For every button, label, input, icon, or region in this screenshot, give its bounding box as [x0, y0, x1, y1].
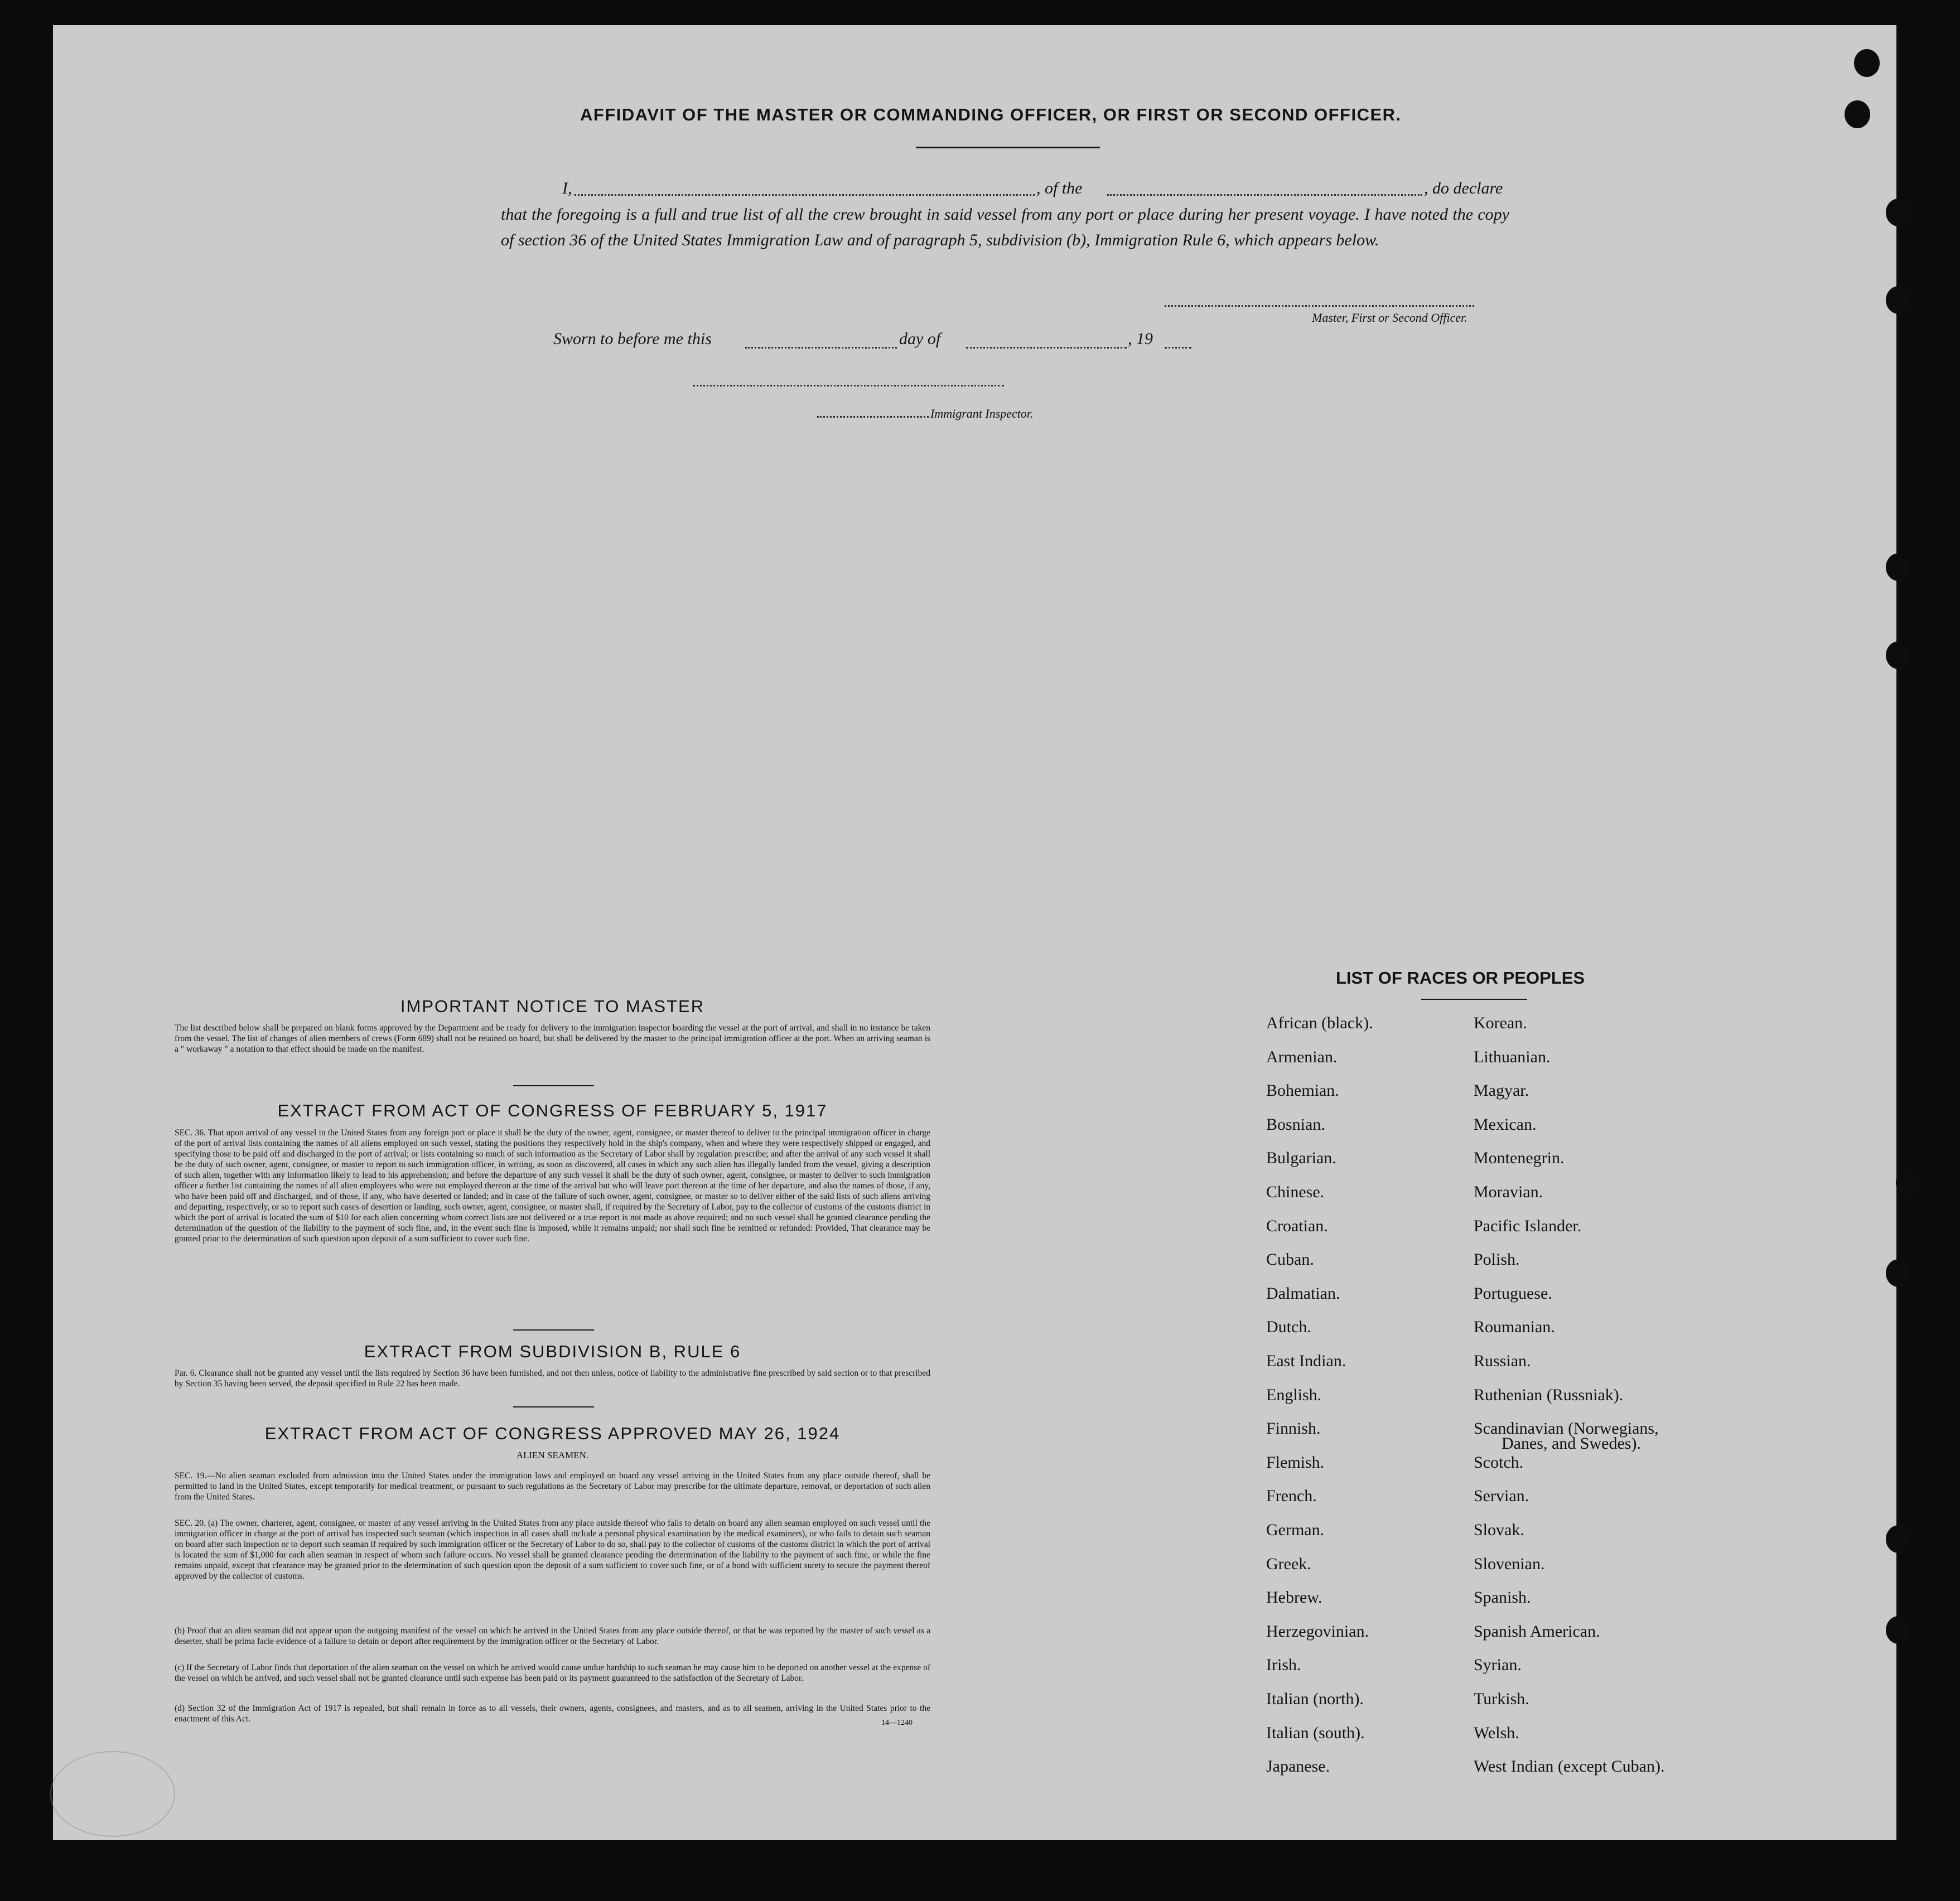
- punch-hole: [1854, 49, 1880, 77]
- punch-hole: [1886, 553, 1911, 581]
- race-item: Turkish.: [1474, 1690, 1529, 1708]
- race-item: Pacific Islander.: [1474, 1217, 1582, 1235]
- race-item: Croatian.: [1266, 1217, 1328, 1235]
- punch-hole: [1886, 1616, 1911, 1644]
- race-item: Dalmatian.: [1266, 1284, 1340, 1303]
- notice-title: IMPORTANT NOTICE TO MASTER: [400, 997, 705, 1016]
- extract-1917-divider: [513, 1329, 594, 1331]
- race-item: Dutch.: [1266, 1318, 1311, 1336]
- race-item: Irish.: [1266, 1656, 1301, 1674]
- punch-hole: [1886, 199, 1911, 226]
- race-item: Servian.: [1474, 1487, 1529, 1505]
- faded-stamp: [50, 1751, 175, 1837]
- notice-divider: [513, 1085, 594, 1086]
- punch-hole: [1886, 286, 1911, 314]
- race-item-scandinavian-continued: Danes, and Swedes).: [1502, 1434, 1641, 1453]
- extract-1924-sec19: SEC. 19.—No alien seaman excluded from admission into the United States under the immigration laws and employed on board any vessel arriving in the United States from any place outside thereof, shall be permitted to land in the United States, except temporarily for medical treatment, or pursuant to such regulations as the Secretary of Labor may prescribe for the ultimate departure, removal, or deportation of such alien from the United States.: [175, 1471, 930, 1502]
- extract-1924-title: EXTRACT FROM ACT OF CONGRESS APPROVED MAY 26, 1924: [264, 1424, 841, 1443]
- extract-1917-text: SEC. 36. That upon arrival of any vessel in the United States from any foreign port or place it shall be the duty of the owner, agent, consignee, or master thereof to deliver to the principal immigration officer in charge of the port of arrival lists containing the names of all aliens employed on such vessel, stating the positions they respectively hold in the ship's company, when and where they were respectively shipped or engaged, and specifying those to be paid off and discharged in the port of arrival; or lists containing so much of such information as the Secretary of Labor shall by regulation prescribe; and after the arrival of any such vessel it shall be the duty of such owner, agent, consignee, or master to report to such immigration officer, in writing, as soon as discovered, all cases in which any such alien has illegally landed from the vessel, giving a description of such alien, together with any information likely to lead to his apprehension; and before the departure of any such vessel it shall be the duty of such owner, agent, consignee, or master to deliver to such immigration officer a further list containing the names of all alien employees who were not employed thereon at the time of the arrival but who will leave port thereon at the time of her departure, and also the names of those, if any, who have been paid off and discharged, and of those, if any, who have deserted or landed; and in case of the failure of such owner, agent, consignee, or master so to deliver either of the said lists of such aliens arriving and departing, respectively, or so to report such cases of desertion or landing, such owner, agent, consignee, or master shall, if required by the Secretary of Labor, pay to the collector of customs of the customs district in which the port of arrival is located the sum of $10 for each alien concerning whom correct lists are not delivered or a true report is not made as above required; and no such vessel shall be granted clearance pending the determination of the question of the liability to the payment of such fine, and, in the event such fine is imposed, while it remains unpaid; nor shall such fine be remitted or refunded: Provided, That clearance may be granted prior to the determination of such question upon deposit of a sum sufficient to cover such fine.: [175, 1128, 930, 1244]
- form-number: 14—1240: [881, 1719, 913, 1727]
- extract-rule6-text: Par. 6. Clearance shall not be granted any vessel until the lists required by Section 36 have been furnished, and not then unless, notice of liability to the administrative fine prescribed by said section or to that prescribed by Section 35 having been served, the deposit specified in Rule 22 has been made.: [175, 1368, 930, 1389]
- extract-rule6-divider: [513, 1406, 594, 1407]
- race-item: Russian.: [1474, 1352, 1531, 1370]
- sworn-label: Sworn to before me this: [553, 330, 712, 348]
- punch-hole: [1886, 1525, 1911, 1553]
- race-item: African (black).: [1266, 1014, 1373, 1032]
- race-item: Spanish American.: [1474, 1622, 1600, 1641]
- race-item: Roumanian.: [1474, 1318, 1555, 1336]
- race-item: West Indian (except Cuban).: [1474, 1757, 1665, 1776]
- race-item: Bulgarian.: [1266, 1149, 1336, 1167]
- extract-1924-sec20a: SEC. 20. (a) The owner, charterer, agent, consignee, or master of any vessel arriving in the United States from any place outside thereof who fails to detain on board any alien seaman employed on such vessel until the immigration officer in charge at the port of arrival has inspected such seaman (which inspection in all cases shall include a personal physical examination by the medical examiners), or who fails to detain such seaman on board after such inspection or to deport such seaman if required by such immigration officer or the Secretary of Labor to do so, shall pay to the collector of customs of the customs district in which the port of arrival is located the sum of $1,000 for each alien seaman in respect of whom such failure occurs. No vessel shall be granted clearance pending the determination of the liability to the payment of such fine, or while the fine remains unpaid, except that clearance may be granted prior to the determination of such question upon the deposit of a sum sufficient to cover such fine, or of a bond with sufficient surety to secure the payment thereof approved by the collector of customs.: [175, 1518, 930, 1581]
- race-item: English.: [1266, 1386, 1322, 1404]
- race-item: Lithuanian.: [1474, 1048, 1551, 1066]
- punch-hole: [1886, 1259, 1911, 1287]
- notice-text: The list described below shall be prepared on blank forms approved by the Department and be ready for delivery to the immigration inspector boarding the vessel at the port of arrival, and shall in no instance be taken from the vessel. The list of changes of alien members of crews (Form 689) shall not be retained on board, but shall be delivered by the master to the principal immigration officer at the port. When an arriving seaman is a " workaway " a notation to that effect should be made on the manifest.: [175, 1023, 930, 1054]
- race-item: German.: [1266, 1521, 1325, 1539]
- race-item: Cuban.: [1266, 1250, 1314, 1269]
- inspector-signature-field[interactable]: [693, 385, 1004, 386]
- signature-label: Master, First or Second Officer.: [1312, 311, 1467, 325]
- extract-1924-sec20c: (c) If the Secretary of Labor finds that deportation of the alien seaman on the vessel on which he arrived would cause undue hardship to such seaman he may cause him to be deported on another vessel at the expense of the vessel on which he arrived, and such vessel shall not be granted clearance until such expense has been paid or its payment guaranteed to the satisfaction of the Secretary of Labor.: [175, 1663, 930, 1683]
- punch-hole: [1886, 641, 1911, 669]
- declarant-name-field[interactable]: [575, 194, 1035, 196]
- race-item: Flemish.: [1266, 1453, 1325, 1472]
- affidavit-title: AFFIDAVIT OF THE MASTER OR COMMANDING OFFICER, OR FIRST OR SECOND OFFICER.: [580, 105, 1402, 124]
- extract-1924-subtitle: ALIEN SEAMEN.: [516, 1450, 589, 1460]
- race-item: East Indian.: [1266, 1352, 1346, 1370]
- race-item: Hebrew.: [1266, 1588, 1322, 1607]
- race-item: Ruthenian (Russniak).: [1474, 1386, 1624, 1404]
- races-title-underline: [1421, 999, 1527, 1000]
- race-item: Finnish.: [1266, 1419, 1321, 1438]
- sworn-day-label: day of: [899, 330, 941, 348]
- extract-1924-sec20d: (d) Section 32 of the Immigration Act of 1917 is repealed, but shall remain in force as to all vessels, their owners, agents, consignees, and masters, and as to all seamen, arriving in the United States prior to the enactment of this Act.: [175, 1704, 930, 1724]
- sworn-day-field[interactable]: [745, 347, 897, 349]
- race-item: French.: [1266, 1487, 1317, 1505]
- race-item: Korean.: [1474, 1014, 1527, 1032]
- affidavit-body: that the foregoing is a full and true list of all the crew brought in said vessel from any port or place during her present voyage. I have noted the copy of section 36 of the United States Immigration Law and of paragraph 5, subdivision (b), Immigration Rule 6, which appears below.: [501, 205, 1509, 249]
- inspector-name-field[interactable]: [817, 416, 929, 418]
- sworn-month-field[interactable]: [966, 347, 1127, 349]
- vessel-name-field[interactable]: [1107, 194, 1422, 196]
- race-item: Mexican.: [1474, 1115, 1537, 1134]
- race-item: Chinese.: [1266, 1183, 1325, 1201]
- race-item: Slovenian.: [1474, 1555, 1545, 1573]
- race-item: Bohemian.: [1266, 1081, 1339, 1100]
- race-item: Scandinavian (Norwegians,: [1474, 1419, 1659, 1438]
- extract-1924-sec20b: (b) Proof that an alien seaman did not appear upon the outgoing manifest of the vessel on which he arrived in the United States from any place outside thereof, or that he was reported by the master of such vessel as a deserter, shall be prima facie evidence of a failure to detain or deport after requirement by the immigration officer or the Secretary of Labor.: [175, 1626, 930, 1646]
- race-item: Syrian.: [1474, 1656, 1522, 1674]
- race-item: Slovak.: [1474, 1521, 1524, 1539]
- race-item: Portuguese.: [1474, 1284, 1552, 1303]
- vessel-label: , of the: [1036, 179, 1083, 197]
- punch-hole: [1896, 1169, 1922, 1197]
- race-item: Armenian.: [1266, 1048, 1338, 1066]
- race-item: Herzegovinian.: [1266, 1622, 1369, 1641]
- race-item: Magyar.: [1474, 1081, 1529, 1100]
- race-item: Scotch.: [1474, 1453, 1524, 1472]
- race-item: Japanese.: [1266, 1757, 1330, 1776]
- race-item: Greek.: [1266, 1555, 1311, 1573]
- race-item: Moravian.: [1474, 1183, 1543, 1201]
- race-item: Italian (north).: [1266, 1690, 1364, 1708]
- extract-rule6-title: EXTRACT FROM SUBDIVISION B, RULE 6: [364, 1342, 741, 1361]
- race-item: Italian (south).: [1266, 1724, 1365, 1742]
- sworn-year-field[interactable]: [1165, 347, 1191, 349]
- title-underline: [916, 147, 1100, 148]
- inspector-label: Immigrant Inspector.: [930, 407, 1034, 420]
- race-item: Welsh.: [1474, 1724, 1519, 1742]
- races-title: LIST OF RACES OR PEOPLES: [1336, 968, 1585, 988]
- punch-hole: [1845, 100, 1870, 128]
- officer-signature-field[interactable]: [1165, 305, 1474, 307]
- race-item: Montenegrin.: [1474, 1149, 1565, 1167]
- extract-1917-title: EXTRACT FROM ACT OF CONGRESS OF FEBRUARY 5, 1917: [277, 1101, 828, 1120]
- race-item: Bosnian.: [1266, 1115, 1325, 1134]
- declarant-label: I,: [562, 179, 572, 197]
- sworn-year-label: , 19: [1128, 330, 1153, 348]
- declare-label: , do declare: [1424, 179, 1503, 197]
- race-item: Polish.: [1474, 1250, 1520, 1269]
- race-item: Spanish.: [1474, 1588, 1531, 1607]
